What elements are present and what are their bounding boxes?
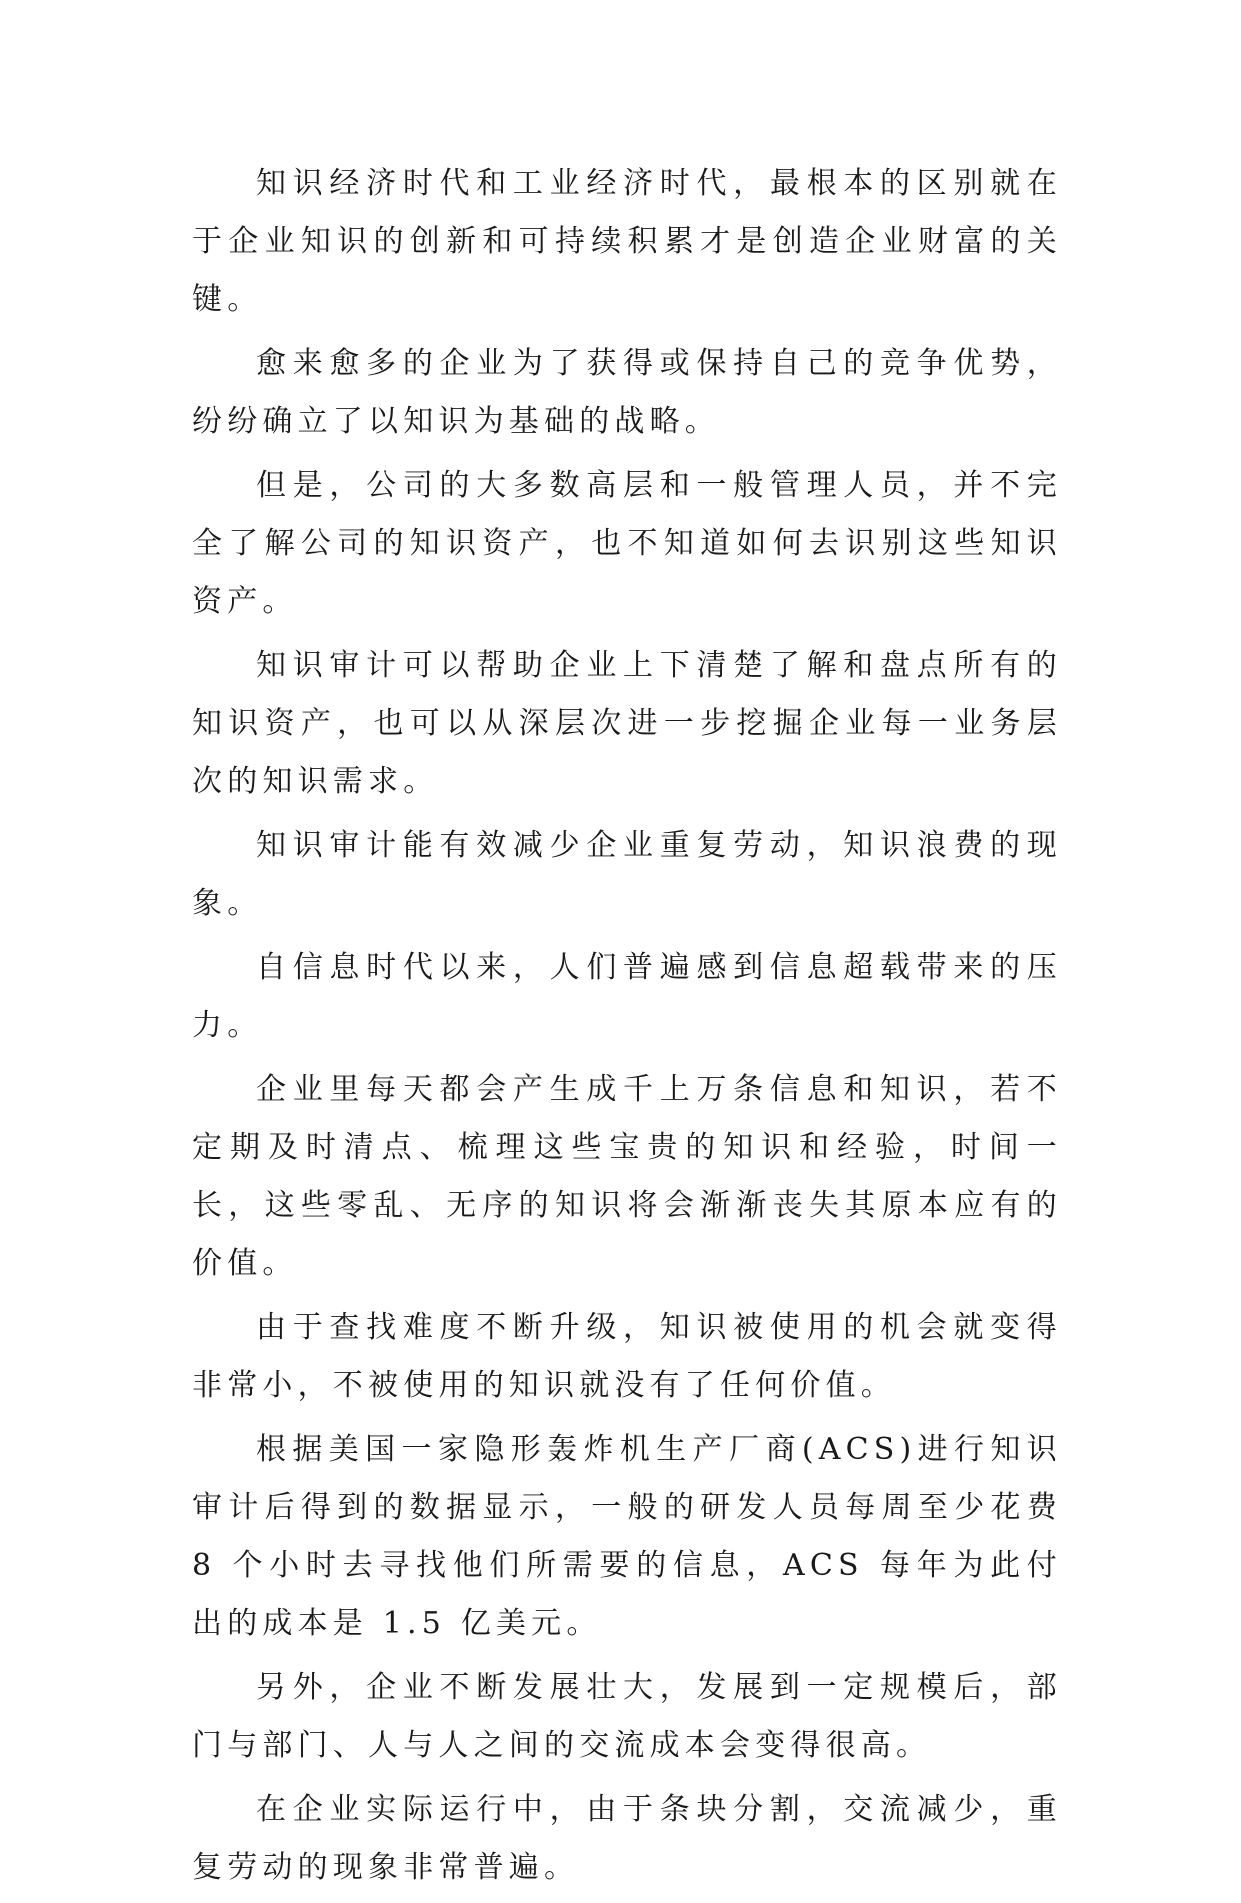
paragraph-1: 知识经济时代和工业经济时代，最根本的区别就在于企业知识的创新和可持续积累才是创造企业财富的关键。 <box>192 166 1062 317</box>
paragraph-9: 根据美国一家隐形轰炸机生产厂商(ACS)进行知识审计后得到的数据显示，一般的研发人员每周至少花费 8 个小时去寻找他们所需要的信息，ACS 每年为此付出的成本是 1.5 亿美元。 <box>192 1432 1062 1641</box>
paragraph-5: 知识审计能有效减少企业重复劳动，知识浪费的现象。 <box>192 828 1062 921</box>
document-body <box>192 155 1062 1903</box>
paragraph-3: 但是，公司的大多数高层和一般管理人员，并不完全了解公司的知识资产，也不知道如何去识别这些知识资产。 <box>192 468 1062 619</box>
paragraph-2: 愈来愈多的企业为了获得或保持自己的竞争优势，纷纷确立了以知识为基础的战略。 <box>192 346 1062 439</box>
paragraph-8: 由于查找难度不断升级，知识被使用的机会就变得非常小，不被使用的知识就没有了任何价值。 <box>192 1310 1062 1403</box>
paragraph-6: 自信息时代以来，人们普遍感到信息超载带来的压力。 <box>192 950 1062 1043</box>
paragraph-11: 在企业实际运行中，由于条块分割，交流减少，重复劳动的现象非常普遍。 <box>192 1792 1062 1885</box>
paragraph-7: 企业里每天都会产生成千上万条信息和知识，若不定期及时清点、梳理这些宝贵的知识和经验，时间一长，这些零乱、无序的知识将会渐渐丧失其原本应有的价值。 <box>192 1072 1062 1281</box>
paragraph-10: 另外，企业不断发展壮大，发展到一定规模后，部门与部门、人与人之间的交流成本会变得很高。 <box>192 1670 1062 1763</box>
paragraph-4: 知识审计可以帮助企业上下清楚了解和盘点所有的知识资产，也可以从深层次进一步挖掘企业每一业务层次的知识需求。 <box>192 648 1062 799</box>
